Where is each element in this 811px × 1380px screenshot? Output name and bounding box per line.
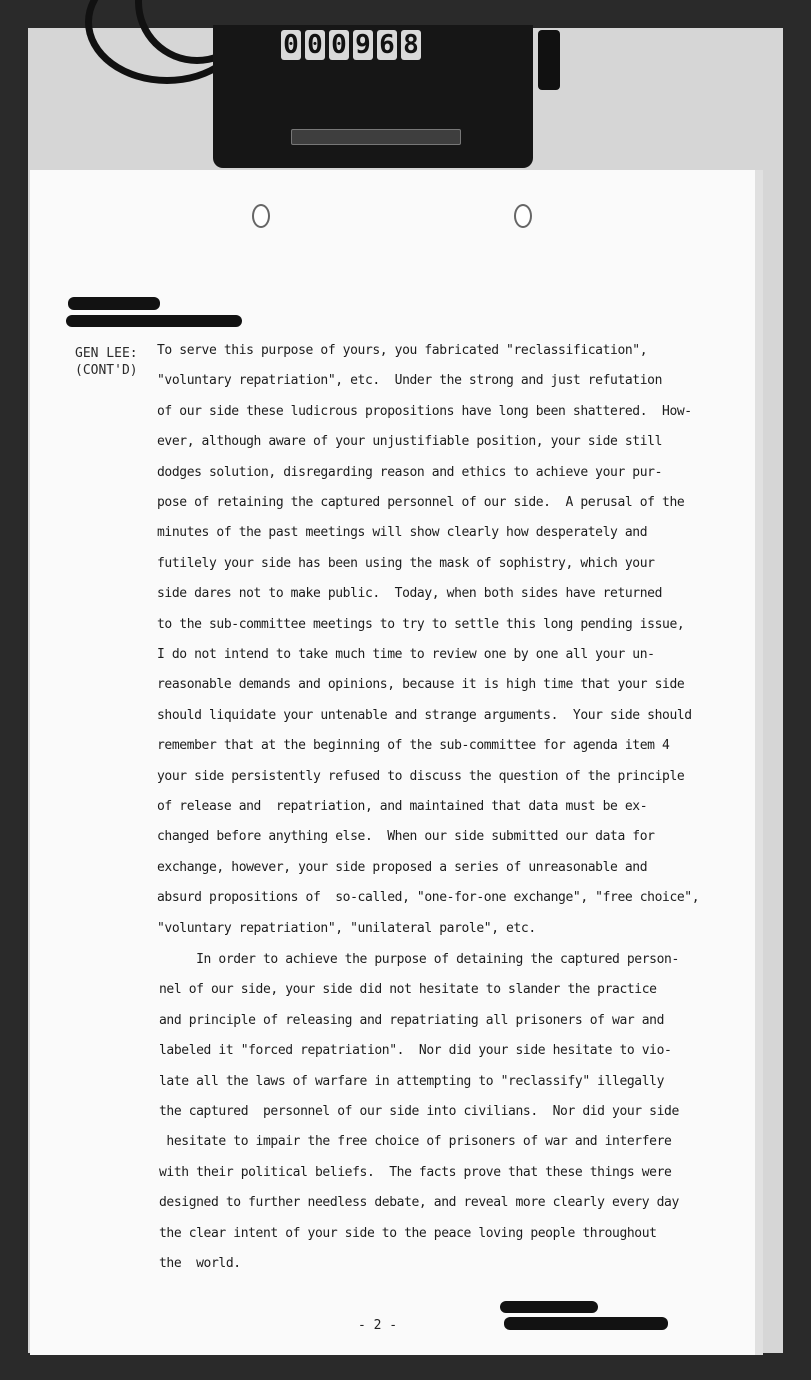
speaker-name: GEN LEE: (75, 346, 138, 361)
frame-counter (213, 25, 533, 168)
text-line: your side persistently refused to discuss the question of the principle (157, 768, 685, 784)
text-line: to the sub-committee meetings to try to settle this long pending issue, (157, 616, 685, 632)
counter-digit: 8 (401, 30, 421, 60)
punch-hole (514, 204, 532, 228)
counter-digits (281, 30, 421, 62)
text-line: "voluntary repatriation", "unilateral parole", etc. (157, 920, 536, 936)
text-line: absurd propositions of so-called, "one-for-one exchange", "free choice", (157, 890, 700, 906)
text-line: "voluntary repatriation", etc. Under the strong and just refutation (157, 373, 663, 389)
speaker-label (75, 345, 160, 379)
text-line: exchange, however, your side proposed a series of unreasonable and (157, 859, 648, 875)
text-line: changed before anything else. When our side submitted our data for (157, 829, 655, 845)
text-line: of release and repatriation, and maintained that data must be ex- (157, 799, 648, 814)
speaker-status: (CONT'D) (75, 363, 138, 378)
text-line: futilely your side has been using the mask of sophistry, which your (157, 555, 655, 571)
text-line: late all the laws of warfare in attempting to "reclassify" illegally (159, 1073, 665, 1089)
text-line: reasonable demands and opinions, because it is high time that your side (157, 677, 685, 693)
text-line: of our side these ludicrous propositions have long been shattered. How- (157, 403, 692, 419)
counter-knob (538, 30, 560, 90)
text-line: hesitate to impair the free choice of prisoners of war and interfere (159, 1134, 672, 1150)
text-line: ever, although aware of your unjustifiable position, your side still (157, 434, 663, 450)
text-line: side dares not to make public. Today, when both sides have returned (157, 586, 663, 602)
counter-digit: 0 (281, 30, 301, 60)
text-line: labeled it "forced repatriation". Nor did your side hesitate to vio- (159, 1043, 672, 1059)
counter-plate (291, 129, 461, 145)
text-line: dodges solution, disregarding reason and ethics to achieve your pur- (157, 464, 663, 480)
text-line: In order to achieve the purpose of detaining the captured person- (159, 952, 679, 967)
text-line: pose of retaining the captured personnel of our side. A perusal of the (157, 495, 685, 510)
text-line: the world. (159, 1256, 241, 1271)
counter-digit: 0 (305, 30, 325, 60)
text-line: and principle of releasing and repatriating all prisoners of war and (159, 1012, 665, 1028)
text-line: with their political beliefs. The facts prove that these things were (159, 1164, 672, 1180)
redaction-bar (504, 1317, 668, 1330)
text-line: I do not intend to take much time to review one by one all your un- (157, 647, 655, 662)
document-page (30, 170, 763, 1355)
text-line: nel of our side, your side did not hesitate to slander the practice (159, 982, 657, 998)
page-number: - 2 - (358, 1318, 398, 1333)
text-line: the captured personnel of our side into civilians. Nor did your side (159, 1104, 679, 1119)
redaction-bar (68, 297, 160, 310)
text-line: designed to further needless debate, and reveal more clearly every day (159, 1195, 679, 1211)
counter-digit: 9 (353, 30, 373, 60)
counter-digit: 0 (329, 30, 349, 60)
text-line: the clear intent of your side to the peace loving people throughout (159, 1225, 657, 1241)
counter-digit: 6 (377, 30, 397, 60)
punch-hole (252, 204, 270, 228)
redaction-bar (66, 315, 242, 327)
redaction-bar (500, 1301, 598, 1313)
text-line: minutes of the past meetings will show clearly how desperately and (157, 525, 648, 541)
text-line: To serve this purpose of yours, you fabricated "reclassification", (157, 343, 648, 358)
text-line: remember that at the beginning of the sub-committee for agenda item 4 (157, 738, 670, 754)
text-line: should liquidate your untenable and strange arguments. Your side should (157, 707, 692, 723)
